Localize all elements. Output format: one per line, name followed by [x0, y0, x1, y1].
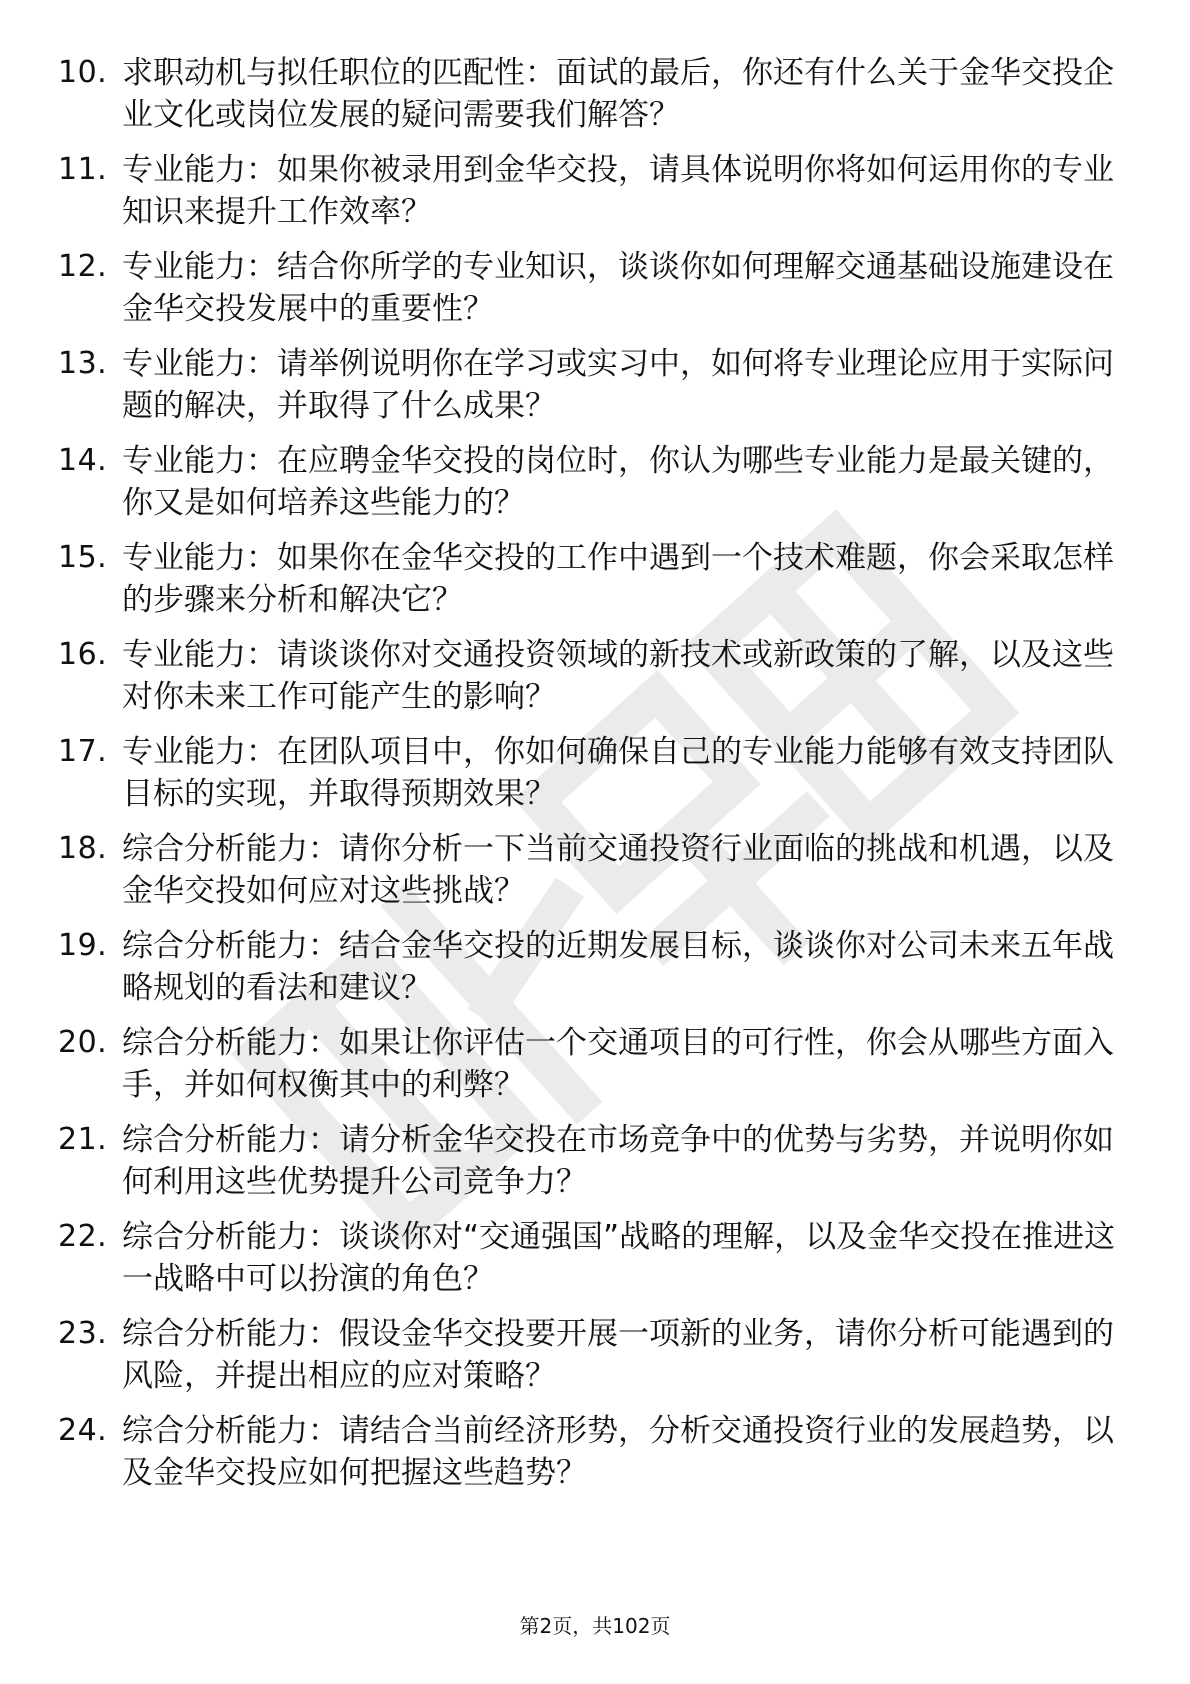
- list-item: [58, 1022, 1138, 1119]
- question-number: 19.: [58, 928, 108, 963]
- question-text: 综合分析能力：如果让你评估一个交通项目的可行性，你会从哪些方面入手，并如何权衡其中的利弊？: [122, 1025, 1114, 1103]
- question-number: 15.: [58, 540, 108, 575]
- question-text: 综合分析能力：请你分析一下当前交通投资行业面临的挑战和机遇，以及金华交投如何应对这些挑战？: [122, 831, 1114, 909]
- question-number: 22.: [58, 1219, 108, 1254]
- question-text: 综合分析能力：假设金华交投要开展一项新的业务，请你分析可能遇到的风险，并提出相应的应对策略？: [122, 1316, 1114, 1394]
- question-text: 求职动机与拟任职位的匹配性：面试的最后，你还有什么关于金华交投企业文化或岗位发展的疑问需要我们解答？: [122, 55, 1114, 133]
- question-text: 专业能力：在团队项目中，你如何确保自己的专业能力能够有效支持团队目标的实现，并取得预期效果？: [122, 734, 1114, 812]
- question-text: 专业能力：请谈谈你对交通投资领域的新技术或新政策的了解，以及这些对你未来工作可能产生的影响？: [122, 637, 1114, 715]
- list-item: [58, 1216, 1138, 1313]
- question-number: 12.: [58, 249, 108, 284]
- list-item: [58, 925, 1138, 1022]
- question-list: [58, 52, 1138, 1507]
- question-number: 14.: [58, 443, 108, 478]
- question-number: 13.: [58, 346, 108, 381]
- question-text: 综合分析能力：请结合当前经济形势，分析交通投资行业的发展趋势，以及金华交投应如何把握这些趋势？: [122, 1413, 1114, 1491]
- list-item: [58, 634, 1138, 731]
- list-item: [58, 440, 1138, 537]
- page-footer: 第2页，共102页: [519, 1614, 671, 1638]
- question-number: 23.: [58, 1316, 108, 1351]
- question-text: 综合分析能力：谈谈你对“交通强国”战略的理解，以及金华交投在推进这一战略中可以扮演的角色？: [122, 1219, 1116, 1297]
- list-item: [58, 1313, 1138, 1410]
- list-item: [58, 537, 1138, 634]
- question-number: 20.: [58, 1025, 108, 1060]
- question-number: 21.: [58, 1122, 108, 1157]
- question-text: 专业能力：在应聘金华交投的岗位时，你认为哪些专业能力是最关键的，你又是如何培养这些能力的？: [122, 443, 1114, 521]
- question-number: 24.: [58, 1413, 108, 1448]
- list-item: [58, 731, 1138, 828]
- list-item: [58, 1410, 1138, 1507]
- question-number: 10.: [58, 55, 108, 90]
- list-item: [58, 828, 1138, 925]
- list-item: [58, 1119, 1138, 1216]
- list-item: [58, 149, 1138, 246]
- list-item: [58, 246, 1138, 343]
- question-text: 综合分析能力：结合金华交投的近期发展目标，谈谈你对公司未来五年战略规划的看法和建议？: [122, 928, 1114, 1006]
- list-item: [58, 343, 1138, 440]
- question-number: 11.: [58, 152, 108, 187]
- list-item: [58, 52, 1138, 149]
- question-text: 专业能力：如果你被录用到金华交投，请具体说明你将如何运用你的专业知识来提升工作效率？: [122, 152, 1114, 230]
- question-text: 专业能力：请举例说明你在学习或实习中，如何将专业理论应用于实际问题的解决，并取得了什么成果？: [122, 346, 1114, 424]
- question-number: 16.: [58, 637, 108, 672]
- question-number: 18.: [58, 831, 108, 866]
- question-text: 专业能力：结合你所学的专业知识，谈谈你如何理解交通基础设施建设在金华交投发展中的重要性？: [122, 249, 1114, 327]
- question-text: 综合分析能力：请分析金华交投在市场竞争中的优势与劣势，并说明你如何利用这些优势提升公司竞争力？: [122, 1122, 1114, 1200]
- question-number: 17.: [58, 734, 108, 769]
- question-text: 专业能力：如果你在金华交投的工作中遇到一个技术难题，你会采取怎样的步骤来分析和解决它？: [122, 540, 1114, 618]
